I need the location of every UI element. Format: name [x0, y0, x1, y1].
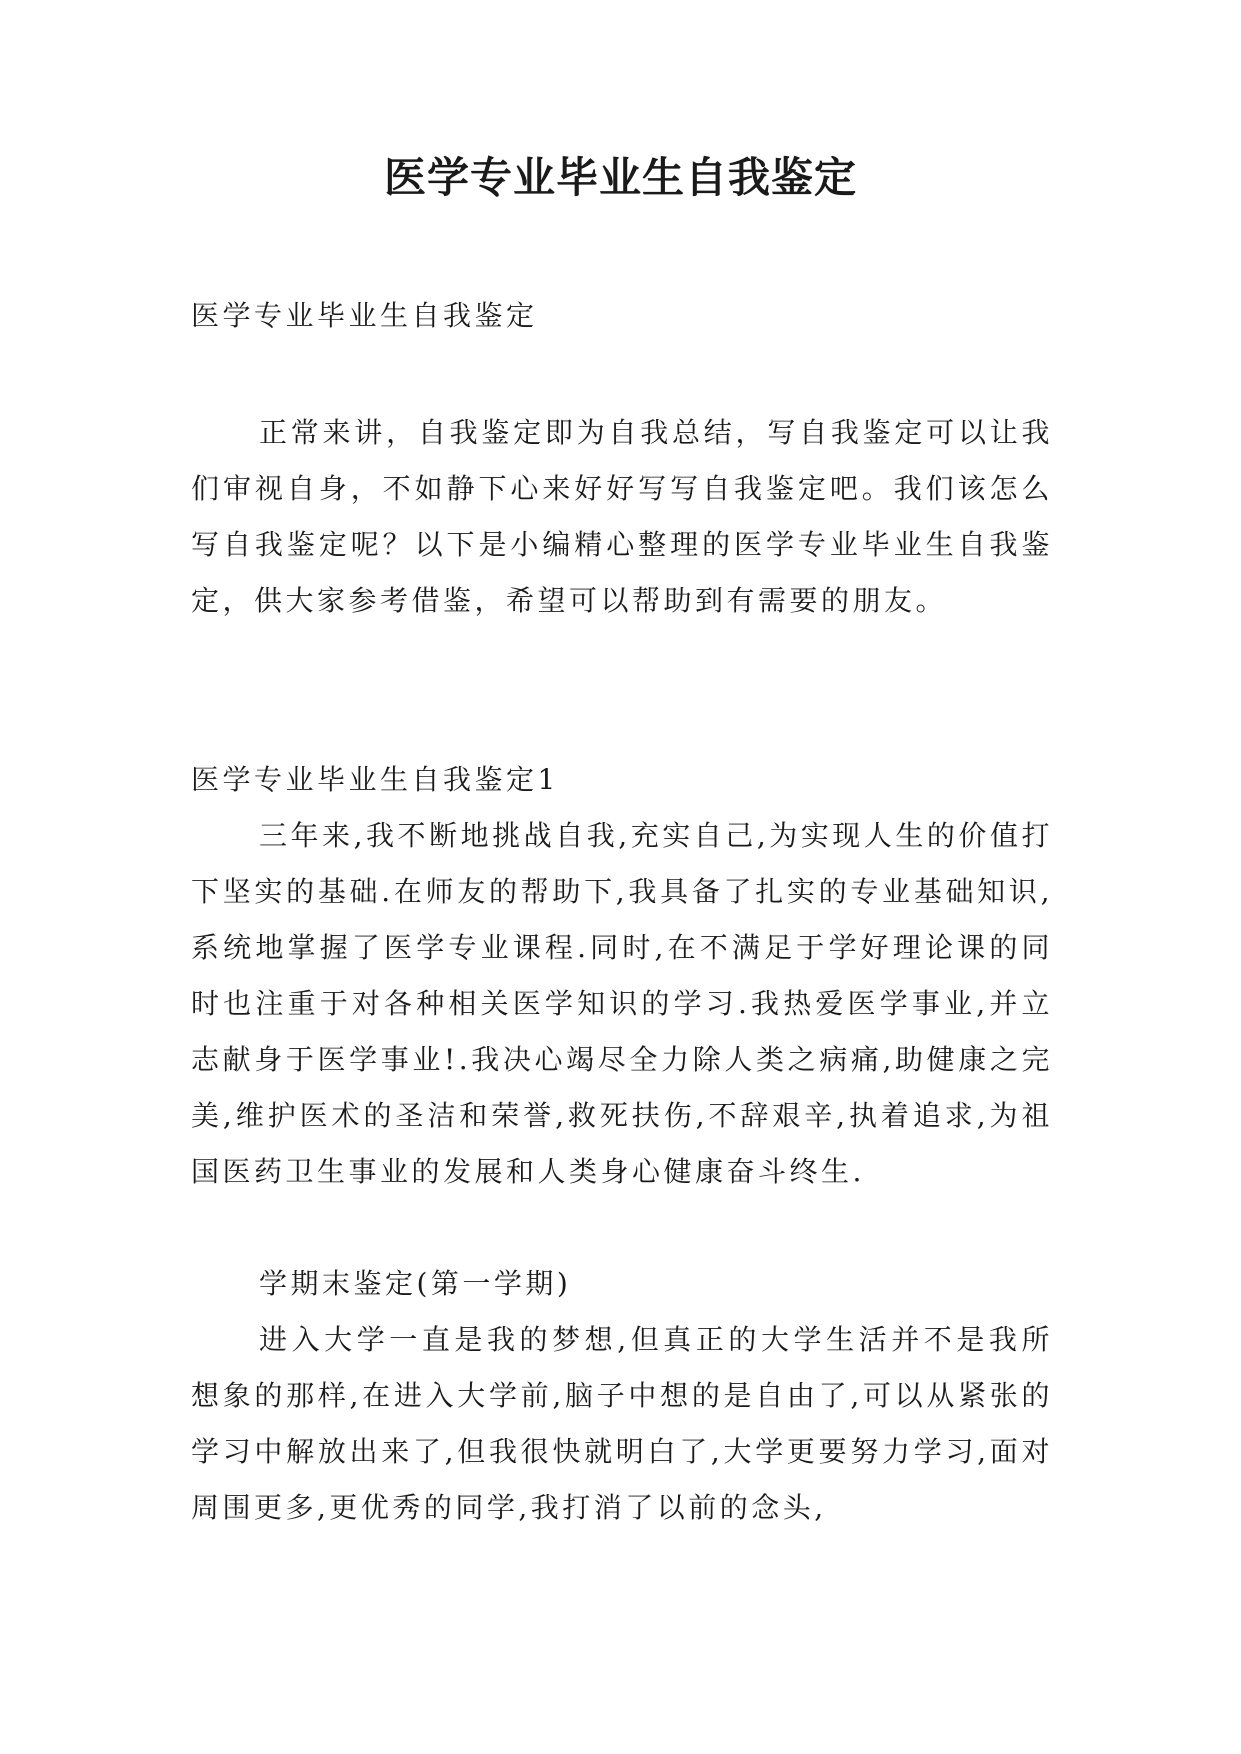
section-heading: 医学专业毕业生自我鉴定1 — [191, 763, 559, 796]
document-title: 医学专业毕业生自我鉴定 — [383, 153, 857, 202]
document-subtitle: 医学专业毕业生自我鉴定 — [191, 299, 538, 332]
semester-heading: 学期末鉴定(第一学期) — [259, 1267, 572, 1300]
body-paragraph: 进入大学一直是我的梦想,但真正的大学生活并不是我所想象的那样,在进入大学前,脑子中想的是自由了,可以从紧张的学习中解放出来了,但我很快就明白了,大学更要努力学习,面对周围更多,更优秀的同学,我打消了以前的念头, — [191, 1323, 1053, 1524]
intro-paragraph: 正常来讲，自我鉴定即为自我总结，写自我鉴定可以让我们审视自身，不如静下心来好好写写自我鉴定吧。我们该怎么写自我鉴定呢？以下是小编精心整理的医学专业毕业生自我鉴定，供大家参考借鉴，希望可以帮助到有需要的朋友。 — [191, 416, 1053, 617]
body-paragraph: 三年来,我不断地挑战自我,充实自己,为实现人生的价值打下坚实的基础.在师友的帮助下,我具备了扎实的专业基础知识,系统地掌握了医学专业课程.同时,在不满足于学好理论课的同时也注重于对各种相关医学知识的学习.我热爱医学事业,并立志献身于医学事业!.我决心竭尽全力除人类之病痛,助健康之完美,维护医术的圣洁和荣誉,救死扶伤,不辞艰辛,执着追求,为祖国医药卫生事业的发展和人类身心健康奋斗终生. — [191, 819, 1053, 1188]
